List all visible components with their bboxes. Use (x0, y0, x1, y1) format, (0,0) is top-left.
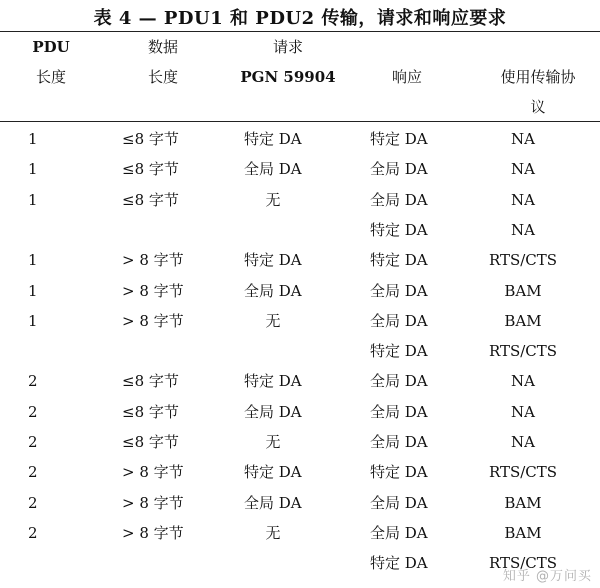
cell-request: 特定 DA (244, 372, 302, 391)
cell-response: 全局 DA (370, 433, 428, 451)
table-row (0, 427, 600, 457)
cell-pdu-length: 1 (28, 130, 38, 148)
cell-protocol: NA (511, 130, 535, 148)
cell-pdu-length: 1 (28, 190, 38, 209)
cell-response: 全局 DA (370, 523, 428, 542)
header-request-line1: 请求 (272, 38, 303, 56)
header-data-length-line2: 长度 (147, 68, 178, 86)
cell-response: 全局 DA (370, 311, 428, 330)
table-row (0, 276, 600, 306)
cell-data-length: > 8 字节 (122, 523, 184, 542)
table-row (0, 366, 600, 396)
table-row (0, 518, 600, 548)
cell-response: 全局 DA (370, 190, 428, 209)
table-title: 表 4 — PDU1 和 PDU2 传输，请求和响应要求 (93, 8, 507, 29)
cell-response: 特定 DA (370, 554, 428, 573)
cell-pdu-length: 2 (28, 493, 38, 512)
cell-response: 全局 DA (370, 281, 428, 300)
table-row (0, 124, 600, 154)
cell-data-length: ≤8 字节 (122, 160, 179, 179)
cell-data-length: ≤8 字节 (122, 190, 179, 209)
cell-request: 全局 DA (244, 402, 302, 421)
header-pdu-length-line2: 长度 (35, 68, 66, 86)
cell-response: 全局 DA (370, 493, 428, 512)
header-data-length-line1: 数据 (147, 38, 178, 56)
table-row (0, 154, 600, 184)
cell-protocol: BAM (504, 281, 542, 300)
cell-request: 无 (265, 433, 281, 451)
cell-protocol: BAM (504, 493, 542, 512)
cell-protocol: RTS/CTS (488, 463, 558, 482)
cell-pdu-length: 2 (28, 433, 38, 451)
table-row (0, 306, 600, 336)
cell-data-length: > 8 字节 (122, 463, 184, 482)
header-response (362, 62, 452, 92)
cell-response: 特定 DA (370, 342, 428, 361)
cell-response: 特定 DA (370, 220, 428, 239)
header-pdu-length (16, 32, 86, 92)
cell-data-length: ≤8 字节 (122, 130, 179, 148)
cell-pdu-length: 2 (28, 523, 38, 542)
header-request-line2: PGN 59904 (240, 68, 336, 86)
cell-request: 全局 DA (244, 281, 302, 300)
header-request (228, 32, 348, 92)
cell-data-length: > 8 字节 (122, 493, 184, 512)
cell-pdu-length: 1 (28, 281, 38, 300)
cell-protocol: RTS/CTS (488, 342, 558, 361)
header-protocol-line1: 使用传输协 (500, 68, 576, 86)
header-data-length (118, 32, 208, 92)
cell-pdu-length: 1 (28, 251, 38, 270)
cell-response: 全局 DA (370, 372, 428, 391)
cell-pdu-length: 1 (28, 160, 38, 179)
cell-pdu-length: 1 (28, 311, 38, 330)
header-response-line1: 响应 (391, 68, 422, 86)
cell-response: 特定 DA (370, 130, 428, 148)
cell-data-length: > 8 字节 (122, 251, 184, 270)
cell-request: 无 (265, 523, 281, 542)
cell-protocol: RTS/CTS (488, 251, 558, 270)
cell-data-length: ≤8 字节 (122, 402, 179, 421)
cell-protocol: NA (511, 160, 535, 179)
cell-pdu-length: 2 (28, 463, 38, 482)
table-row (0, 397, 600, 427)
cell-protocol: NA (511, 190, 535, 209)
cell-response: 特定 DA (370, 463, 428, 482)
cell-data-length: > 8 字节 (122, 281, 184, 300)
header-protocol (478, 62, 598, 122)
cell-request: 无 (265, 311, 281, 330)
table-row (0, 457, 600, 487)
table-row (0, 336, 600, 366)
cell-data-length: ≤8 字节 (122, 433, 179, 451)
header-rule (0, 121, 600, 122)
cell-pdu-length: 2 (28, 372, 38, 391)
cell-request: 全局 DA (244, 160, 302, 179)
cell-protocol: BAM (504, 523, 542, 542)
cell-request: 特定 DA (244, 251, 302, 270)
header-pdu-length-line1: PDU (32, 38, 70, 56)
cell-response: 特定 DA (370, 251, 428, 270)
table-row (0, 215, 600, 245)
cell-data-length: ≤8 字节 (122, 372, 179, 391)
cell-protocol: NA (511, 402, 535, 421)
cell-request: 无 (265, 190, 281, 209)
cell-protocol: NA (511, 433, 535, 451)
cell-data-length: > 8 字节 (122, 311, 184, 330)
cell-protocol: RTS/CTS (488, 554, 558, 573)
table-row (0, 245, 600, 275)
table-row (0, 488, 600, 518)
cell-response: 全局 DA (370, 402, 428, 421)
cell-protocol: BAM (504, 311, 542, 330)
cell-protocol: NA (511, 220, 535, 239)
header-protocol-line2: 议 (530, 98, 546, 116)
table-row (0, 185, 600, 215)
cell-protocol: NA (511, 372, 535, 391)
cell-pdu-length: 2 (28, 402, 38, 421)
cell-request: 特定 DA (244, 463, 302, 482)
cell-request: 特定 DA (244, 130, 302, 148)
cell-response: 全局 DA (370, 160, 428, 179)
cell-request: 全局 DA (244, 493, 302, 512)
watermark: 知乎 @万问买 (502, 569, 592, 584)
